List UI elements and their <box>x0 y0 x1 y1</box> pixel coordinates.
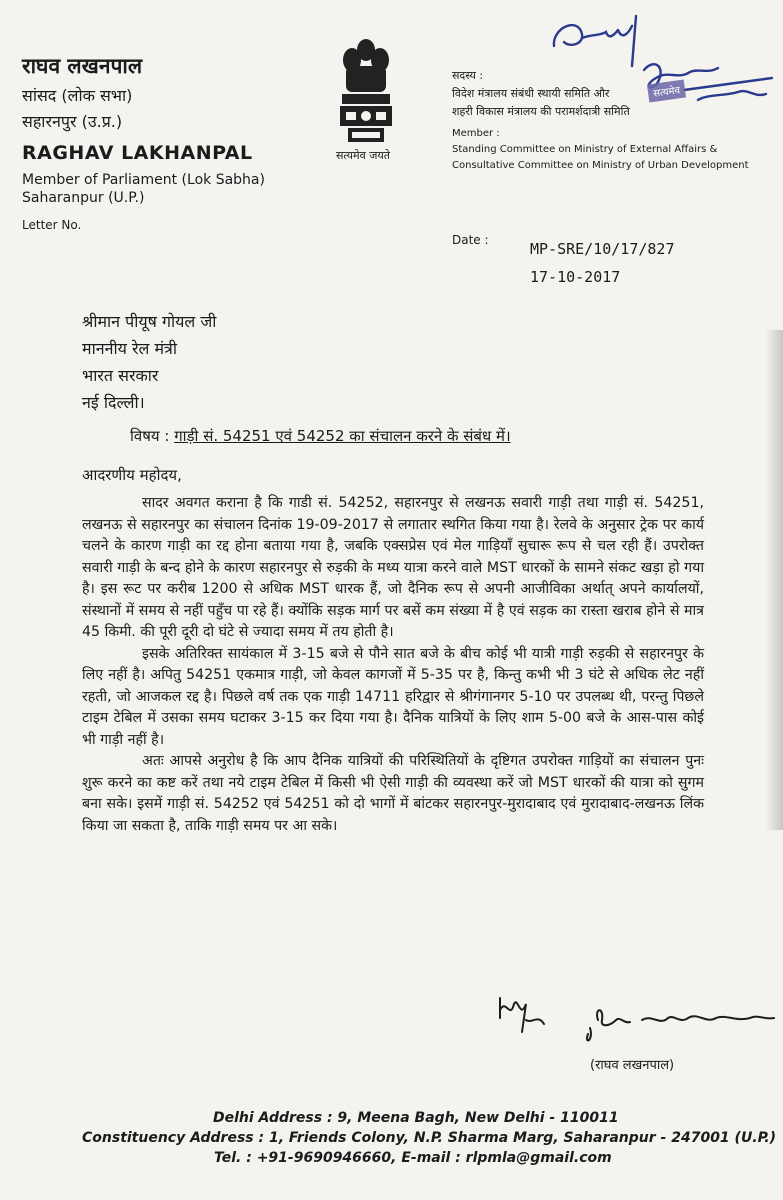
sender-city-english: Saharanpur (U.P.) <box>22 190 145 206</box>
letter-date: 17-10-2017 <box>530 268 621 286</box>
salutation: आदरणीय महोदय, <box>82 466 182 484</box>
member-committee-hindi-2: शहरी विकास मंत्रालय की परामर्शदात्री समिति <box>452 105 630 118</box>
handwritten-signature-bottom <box>492 990 782 1060</box>
addressee-block <box>82 308 216 416</box>
subject-label: विषय : <box>130 427 170 445</box>
addressee-line-1: श्रीमान पीयूष गोयल जी <box>82 312 217 331</box>
body-paragraph-1: सादर अवगत कराना है कि गाडी सं. 54252, सहारनपुर से लखनऊ सवारी गाड़ी तथा गाड़ी सं. 54251, लखनऊ से सहारनपुर का संचालन दिनांक 19-09-2017 से लगातार स्थगित किया गया है। रेलवे के अनुसार ट्रेक पर कार्य चलने के कारण गाड़ी का रद्द होना बताया गया है, जबकि एक्सप्रेस एवं मेल गाड़ियाँ सुचारू रूप से चल रही हैं। उपरोक्त सवारी गाड़ी के बन्द होने के कारण सहारनपुर से रुड़की के मध्य यात्रा करने वाले MST धारकों के सामने संकट खड़ा हो गया है। इस रूट पर करीब 1200 से अधिक MST धारक हैं, जो दैनिक रूप से अपनी आजीविका अर्थात् अपने कार्यालयों, संस्थानों में समय से नहीं पहुँच पा रहे हैं। क्योंकि सड़क मार्ग पर बसें कम संख्या में है एवं सड़क का रास्ता खराब होने से मात्र 45 किमी. की पूरी दूरी दो घंटे से ज्यादा समय में तय होती है। <box>82 495 704 640</box>
date-label: Date : <box>452 233 489 247</box>
footer-contact: Tel. : +91-9690946660, E-mail : rlpmla@gmail.com <box>214 1150 612 1166</box>
subject-line <box>130 426 511 446</box>
footer-delhi-address: Delhi Address : 9, Meena Bagh, New Delhi - 110011 <box>213 1110 619 1126</box>
subject-text: गाड़ी सं. 54251 एवं 54252 का संचालन करने के संबंध में। <box>174 427 511 445</box>
sender-designation-english: Member of Parliament (Lok Sabha) <box>22 172 265 188</box>
national-emblem-icon <box>334 36 398 146</box>
handwritten-signature-top <box>548 8 778 118</box>
member-label-english: Member : <box>452 128 500 139</box>
letter-body <box>82 493 704 837</box>
member-committee-hindi-1: विदेश मंत्रालय संबंधी स्थायी समिति और <box>452 87 610 100</box>
footer-constituency-address: Constituency Address : 1, Friends Colony, N.P. Sharma Marg, Saharanpur - 247001 (U.P.) <box>82 1130 776 1146</box>
reference-number: MP-SRE/10/17/827 <box>530 240 675 258</box>
member-committee-english-2: Consultative Committee on Ministry of Urban Development <box>452 160 749 171</box>
sender-name-hindi: राघव लखनपाल <box>22 54 143 78</box>
sender-city-hindi: सहारनपुर (उ.प्र.) <box>22 112 123 131</box>
page-edge-shadow <box>765 330 783 830</box>
emblem-motto: सत्यमेव जयते <box>336 149 391 162</box>
addressee-line-3: भारत सरकार <box>82 366 159 385</box>
letter-no-label: Letter No. <box>22 218 82 232</box>
body-paragraph-2: इसके अतिरिक्त सायंकाल में 3-15 बजे से पौने सात बजे के बीच कोई भी यात्री गाड़ी रुड़की से सहारनपुर के लिए नहीं है। अपितु 54251 एकमात्र गाड़ी, जो केवल कागजों में 5-35 पर है, किन्तु कभी भी 3 घंटे से अधिक लेट नहीं रहती, जो आजकल रद्द है। पिछले वर्ष तक एक गाड़ी 14711 हरिद्वार से श्रीगंगानगर 5-10 पर उपलब्ध थी, परन्तु पिछले टाइम टेबिल में उसका समय घटाकर 3-15 कर दिया गया है। दैनिक यात्रियों के लिए शाम 5-00 बजे के आस-पास कोई भी गाड़ी नहीं है। <box>82 645 704 748</box>
sender-designation-hindi: सांसद (लोक सभा) <box>22 86 133 105</box>
member-committee-english-1: Standing Committee on Ministry of External Affairs & <box>452 144 718 155</box>
sender-name-english: RAGHAV LAKHANPAL <box>22 142 253 164</box>
addressee-line-2: माननीय रेल मंत्री <box>82 339 178 358</box>
member-label-hindi: सदस्य : <box>452 69 484 82</box>
body-paragraph-3: अतः आपसे अनुरोध है कि आप दैनिक यात्रियों की परिस्थितियों के दृष्टिगत उपरोक्त गाड़ियों का संचालन पुनः शुरू करने का कष्ट करें तथा नये टाइम टेबिल में किसी भी ऐसी गाड़ी की व्यवस्था करें जो MST धारकों की यात्रा को सुगम बना सके। इसमें गाड़ी सं. 54252 एवं 54251 को दो भागों में बांटकर सहारनपुर-मुरादाबाद एवं मुरादाबाद-लखनऊ लिंक किया जा सकता है, ताकि गाड़ी समय पर आ सके। <box>82 753 704 834</box>
signatory-name: (राघव लखनपाल) <box>590 1058 675 1073</box>
stamp-overlay: सत्यमेव <box>647 80 686 103</box>
addressee-line-4: नई दिल्ली। <box>82 393 145 412</box>
